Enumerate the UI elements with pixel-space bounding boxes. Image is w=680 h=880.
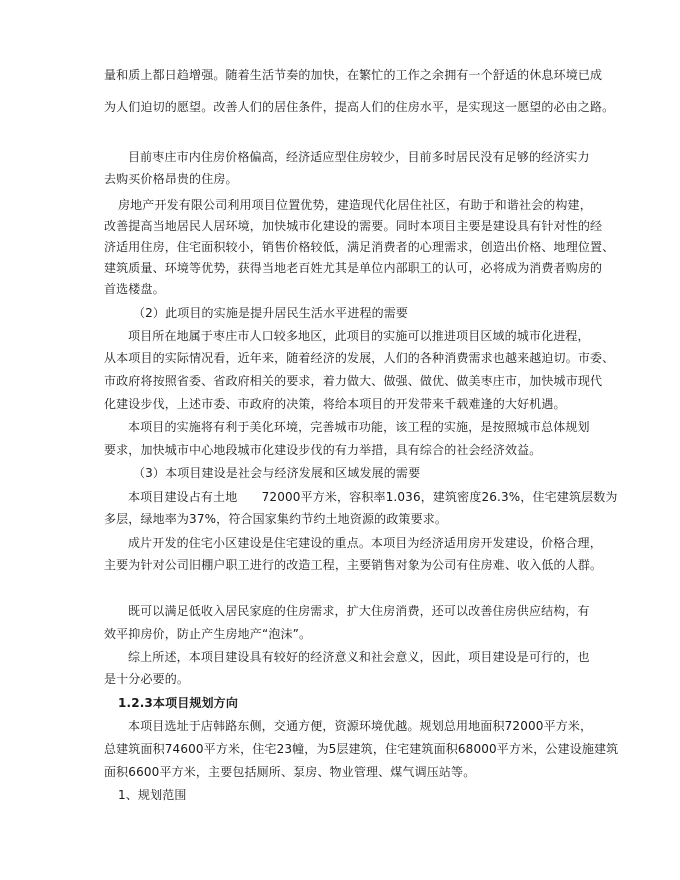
paragraph-line: 济适用住房，住宅面积较小，销售价格较低，满足消费者的心理需求，创造出价格、地理位置、 — [104, 240, 615, 254]
paragraph-line: 要求，加快城市中心地段城市化建设步伐的有力举措，具有综合的社会经济效益。 — [104, 443, 542, 457]
paragraph-line: 总建筑面积74600平方米，住宅23幢，为5层建筑，住宅建筑面积68000平方米，公建设施建筑 — [104, 742, 619, 756]
paragraph-line: 是十分必要的。 — [104, 672, 190, 686]
paragraph-line: 去购买价格昂贵的住房。 — [104, 172, 238, 186]
paragraph-line: 多层，绿地率为37%，符合国家集约节约土地资源的政策要求。 — [104, 512, 448, 526]
paragraph-line: 量和质上都日趋增强。随着生活节奏的加快，在繁忙的工作之余拥有一个舒适的休息环境已成 — [104, 68, 603, 82]
paragraph-line: 市政府将按照省委、省政府相关的要求，着力做大、做强、做优、做美枣庄市，加快城市现代 — [104, 374, 603, 388]
list-heading: 1、规划范围 — [118, 788, 187, 802]
paragraph-line: 效平抑房价，防止产生房地产“泡沫”。 — [104, 627, 312, 641]
paragraph-line: 综上所述，本项目建设具有较好的经济意义和社会意义，因此，项目建设是可行的，也 — [128, 650, 590, 664]
paragraph-line: 本项目的实施将有利于美化环境，完善城市功能，该工程的实施，是按照城市总体规划 — [128, 420, 590, 434]
paragraph-line: 首选楼盘。 — [104, 282, 165, 296]
paragraph-line: 本项目建设占有土地 72000平方米，容积率1.036，建筑密度26.3%，住宅建筑层数为 — [128, 490, 618, 504]
paragraph-line: 成片开发的住宅小区建设是住宅建设的重点。本项目为经济适用房开发建设，价格合理， — [128, 536, 602, 550]
paragraph-line: 项目所在地属于枣庄市人口较多地区，此项目的实施可以推进项目区域的城市化进程， — [128, 329, 590, 343]
subsection-heading: 1.2.3本项目规划方向 — [118, 696, 238, 710]
paragraph-line: 面积6600平方米，主要包括厕所、泵房、物业管理、煤气调压站等。 — [104, 765, 476, 779]
paragraph-line: 房地产开发有限公司利用项目位置优势，建造现代化居住社区，有助于和谐社会的构建， — [118, 198, 592, 212]
paragraph-line: 本项目选址于店韩路东侧，交通方便，资源环境优越。规划总用地面积72000平方米， — [128, 719, 593, 733]
paragraph-line: 为人们迫切的愿望。改善人们的居住条件，提高人们的住房水平，是实现这一愿望的必由之路。 — [104, 100, 615, 114]
paragraph-line: 建筑质量、环境等优势，获得当地老百姓尤其是单位内部职工的认可，必将成为消费者购房的 — [104, 261, 603, 275]
paragraph-line: 从本项目的实际情况看，近年来，随着经济的发展，人们的各种消费需求也越来越迫切。市委、 — [104, 351, 615, 365]
paragraph-line: 化建设步伐，上述市委、市政府的决策，将给本项目的开发带来千载难逢的大好机遇。 — [104, 397, 566, 411]
paragraph-line: 既可以满足低收入居民家庭的住房需求，扩大住房消费，还可以改善住房供应结构，有 — [128, 604, 590, 618]
paragraph-line: 目前枣庄市内住房价格偏高，经济适应型住房较少，目前多时居民没有足够的经济实力 — [128, 150, 590, 164]
paragraph-line: 主要为针对公司旧棚户职工进行的改造工程，主要销售对象为公司有住房难、收入低的人群。 — [104, 558, 603, 572]
section-heading: （2）此项目的实施是提升居民生活水平进程的需要 — [133, 306, 409, 320]
paragraph-line: 改善提高当地居民人居环境，加快城市化建设的需要。同时本项目主要是建设具有针对性的经 — [104, 219, 603, 233]
section-heading: （3）本项目建设是社会与经济发展和区域发展的需要 — [133, 466, 421, 480]
